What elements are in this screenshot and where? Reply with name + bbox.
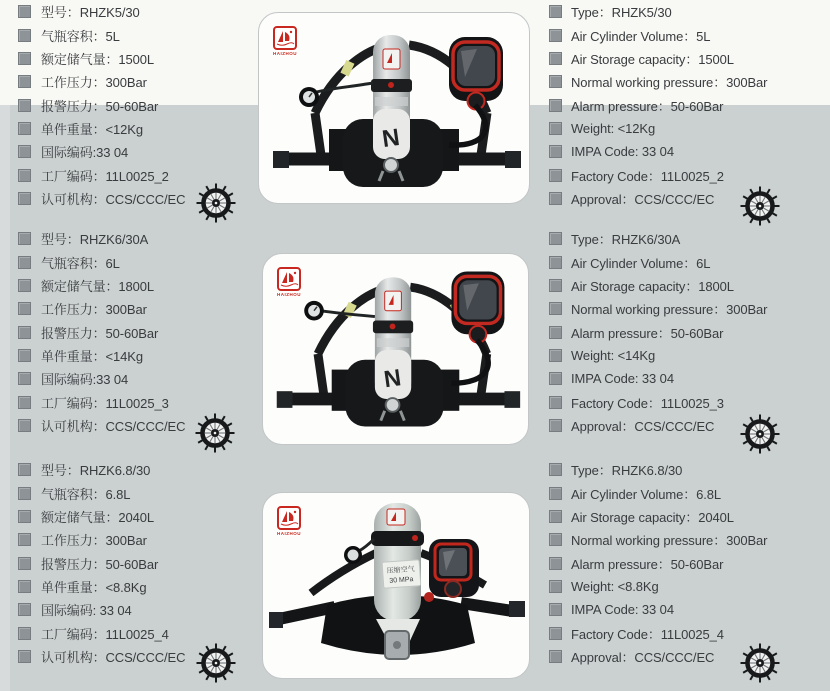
spec-text: Alarm pressure：50-60Bar (571, 325, 724, 341)
spec-text: IMPA Code: 33 04 (571, 144, 674, 160)
spec-text: 国际编码:33 04 (41, 145, 129, 161)
square-bullet-icon (18, 510, 31, 523)
spec-text: 工作压力：300Bar (41, 75, 147, 91)
spec-text: IMPA Code: 33 04 (571, 602, 674, 618)
spec-text: 认可机构：CCS/CCC/EC (41, 418, 186, 434)
square-bullet-icon (18, 533, 31, 546)
spec-row (549, 320, 799, 343)
square-bullet-icon (549, 302, 562, 315)
spec-row (549, 528, 799, 551)
spec-text: Air Storage capacity：2040L (571, 509, 734, 525)
spec-text: IMPA Code: 33 04 (571, 371, 674, 387)
square-bullet-icon (549, 349, 562, 362)
spec-row (549, 367, 799, 390)
square-bullet-icon (549, 372, 562, 385)
square-bullet-icon (549, 326, 562, 339)
square-bullet-icon (549, 396, 562, 409)
spec-text: 型号：RHZK6.8/30 (41, 463, 151, 479)
square-bullet-icon (18, 75, 31, 88)
spec-text: 单件重量：<14Kg (41, 348, 143, 364)
brand-logo-text: HAIZHOU (273, 51, 297, 56)
spec-row (549, 458, 799, 481)
spec-text: 工作压力：300Bar (41, 533, 147, 549)
square-bullet-icon (18, 99, 31, 112)
square-bullet-icon (549, 557, 562, 570)
square-bullet-icon (18, 232, 31, 245)
brand-logo (276, 267, 302, 297)
product-card-3 (262, 492, 530, 679)
spec-text: 额定储气量：2040L (41, 509, 155, 525)
spec-text: Weight: <8.8Kg (571, 578, 659, 594)
specs-cn-section-3 (18, 458, 268, 668)
spec-row (18, 47, 268, 70)
spec-text: 认可机构：CCS/CCC/EC (41, 649, 186, 665)
square-bullet-icon (18, 192, 31, 205)
specs-cn-section-1 (18, 0, 268, 210)
spec-text: 工厂编码：11L0025_2 (41, 168, 169, 184)
spec-row (18, 505, 268, 528)
spec-text: 报警压力：50-60Bar (41, 556, 159, 572)
spec-row (549, 117, 799, 140)
spec-row (18, 70, 268, 93)
scba-back-photo-icon (263, 254, 528, 442)
spec-row (549, 140, 799, 163)
brand-logo (276, 506, 302, 536)
spec-row (549, 505, 799, 528)
spec-text: 工厂编码：11L0025_4 (41, 626, 169, 642)
spec-row (549, 250, 799, 273)
spec-row (18, 93, 268, 116)
spec-row (549, 551, 799, 574)
square-bullet-icon (18, 650, 31, 663)
spec-text: Type：RHZK6/30A (571, 232, 681, 248)
spec-row (549, 47, 799, 70)
spec-row (18, 528, 268, 551)
spec-text: Type：RHZK5/30 (571, 5, 672, 21)
svg-text:压缩空气: 压缩空气 (386, 566, 415, 575)
spec-text: 气瓶容积：6.8L (41, 486, 131, 502)
square-bullet-icon (549, 463, 562, 476)
square-bullet-icon (549, 169, 562, 182)
product-card-1 (258, 12, 530, 204)
square-bullet-icon (18, 279, 31, 292)
spec-row (18, 0, 268, 23)
spec-text: Air Cylinder Volume：6.8L (571, 486, 722, 502)
spec-text: 国际编码:33 04 (41, 372, 129, 388)
square-bullet-icon (549, 122, 562, 135)
square-bullet-icon (549, 232, 562, 245)
square-bullet-icon (18, 302, 31, 315)
specs-en-section-1 (549, 0, 799, 210)
helm-wheel-icon (738, 641, 782, 685)
spec-row (549, 93, 799, 116)
brand-logo-text: HAIZHOU (277, 292, 301, 297)
spec-text: 报警压力：50-60Bar (41, 98, 159, 114)
spec-text: 报警压力：50-60Bar (41, 325, 159, 341)
svg-text:30 MPa: 30 MPa (389, 576, 414, 585)
spec-text: 额定储气量：1500L (41, 51, 155, 67)
square-bullet-icon (549, 75, 562, 88)
spec-text: Normal working pressure：300Bar (571, 75, 768, 91)
square-bullet-icon (18, 326, 31, 339)
helm-wheel-icon (194, 641, 238, 685)
spec-text: 国际编码: 33 04 (41, 603, 132, 619)
square-bullet-icon (18, 145, 31, 158)
square-bullet-icon (18, 557, 31, 570)
specs-en-section-2 (549, 227, 799, 437)
helm-wheel-icon (738, 412, 782, 456)
spec-text: Alarm pressure：50-60Bar (571, 556, 724, 572)
spec-text: 气瓶容积：6L (41, 255, 120, 271)
spec-row (18, 23, 268, 46)
spec-row (549, 575, 799, 598)
square-bullet-icon (549, 29, 562, 42)
spec-row (549, 274, 799, 297)
scba-front-photo-icon (263, 493, 529, 676)
spec-text: 工厂编码：11L0025_3 (41, 395, 169, 411)
square-bullet-icon (18, 627, 31, 640)
helm-wheel-icon (738, 184, 782, 228)
spec-row (18, 344, 268, 367)
specs-en-section-3 (549, 458, 799, 668)
spec-row (549, 0, 799, 23)
brand-logo (272, 26, 298, 56)
square-bullet-icon (18, 169, 31, 182)
square-bullet-icon (18, 396, 31, 409)
spec-text: 型号：RHZK5/30 (41, 5, 140, 21)
spec-text: Normal working pressure：300Bar (571, 302, 768, 318)
spec-row (18, 367, 268, 390)
helm-wheel-icon (193, 411, 237, 455)
square-bullet-icon (18, 487, 31, 500)
square-bullet-icon (18, 580, 31, 593)
spec-row (18, 140, 268, 163)
spec-text: Factory Code：11L0025_2 (571, 168, 724, 184)
square-bullet-icon (18, 122, 31, 135)
spec-row (18, 297, 268, 320)
square-bullet-icon (549, 510, 562, 523)
spec-text: Air Cylinder Volume：5L (571, 28, 711, 44)
square-bullet-icon (549, 192, 562, 205)
spec-text: Air Storage capacity：1800L (571, 278, 734, 294)
square-bullet-icon (18, 419, 31, 432)
spec-row (549, 390, 799, 413)
helm-wheel-icon (194, 181, 238, 225)
square-bullet-icon (18, 52, 31, 65)
square-bullet-icon (18, 463, 31, 476)
spec-row (18, 320, 268, 343)
product-card-2 (262, 253, 529, 445)
square-bullet-icon (549, 650, 562, 663)
spec-text: Approval：CCS/CCC/EC (571, 649, 715, 665)
left-edge-strip (0, 105, 10, 691)
spec-row (18, 481, 268, 504)
spec-row (549, 481, 799, 504)
square-bullet-icon (18, 603, 31, 616)
brand-logo-text: HAIZHOU (277, 531, 301, 536)
square-bullet-icon (549, 487, 562, 500)
specs-cn-section-2 (18, 227, 268, 437)
square-bullet-icon (18, 256, 31, 269)
spec-text: Type：RHZK6.8/30 (571, 463, 683, 479)
spec-row (18, 598, 268, 621)
spec-row (549, 344, 799, 367)
spec-text: Weight: <12Kg (571, 120, 656, 136)
spec-row (18, 274, 268, 297)
svg-text:N: N (382, 364, 403, 393)
spec-text: 认可机构：CCS/CCC/EC (41, 191, 186, 207)
spec-row (18, 551, 268, 574)
square-bullet-icon (549, 419, 562, 432)
spec-row (549, 297, 799, 320)
square-bullet-icon (549, 533, 562, 546)
spec-text: Approval：CCS/CCC/EC (571, 191, 715, 207)
spec-row (18, 117, 268, 140)
spec-row (549, 598, 799, 621)
spec-text: 气瓶容积：5L (41, 28, 120, 44)
square-bullet-icon (549, 603, 562, 616)
spec-text: Air Storage capacity：1500L (571, 51, 734, 67)
brand-logo-icon (277, 506, 301, 530)
spec-row (18, 227, 268, 250)
spec-text: Normal working pressure：300Bar (571, 533, 768, 549)
spec-row (549, 23, 799, 46)
spec-text: Alarm pressure：50-60Bar (571, 98, 724, 114)
square-bullet-icon (549, 145, 562, 158)
spec-text: 工作压力：300Bar (41, 302, 147, 318)
square-bullet-icon (18, 5, 31, 18)
spec-row (18, 575, 268, 598)
spec-text: Factory Code：11L0025_3 (571, 395, 724, 411)
square-bullet-icon (18, 349, 31, 362)
brand-logo-icon (277, 267, 301, 291)
spec-text: Air Cylinder Volume：6L (571, 255, 711, 271)
spec-text: Approval：CCS/CCC/EC (571, 418, 715, 434)
spec-text: Weight: <14Kg (571, 347, 656, 363)
spec-row (18, 458, 268, 481)
spec-row (18, 250, 268, 273)
brand-logo-icon (273, 26, 297, 50)
spec-text: Factory Code：11L0025_4 (571, 626, 724, 642)
square-bullet-icon (18, 29, 31, 42)
spec-text: 额定储气量：1800L (41, 278, 155, 294)
spec-text: 单件重量：<8.8Kg (41, 579, 147, 595)
square-bullet-icon (18, 372, 31, 385)
square-bullet-icon (549, 580, 562, 593)
square-bullet-icon (549, 279, 562, 292)
spec-row (549, 227, 799, 250)
square-bullet-icon (549, 5, 562, 18)
square-bullet-icon (549, 52, 562, 65)
svg-text:N: N (380, 123, 402, 154)
square-bullet-icon (549, 627, 562, 640)
scba-back-photo-icon (259, 13, 529, 201)
spec-text: 单件重量：<12Kg (41, 121, 143, 137)
square-bullet-icon (549, 99, 562, 112)
spec-text: 型号：RHZK6/30A (41, 232, 149, 248)
square-bullet-icon (549, 256, 562, 269)
spec-row (549, 70, 799, 93)
